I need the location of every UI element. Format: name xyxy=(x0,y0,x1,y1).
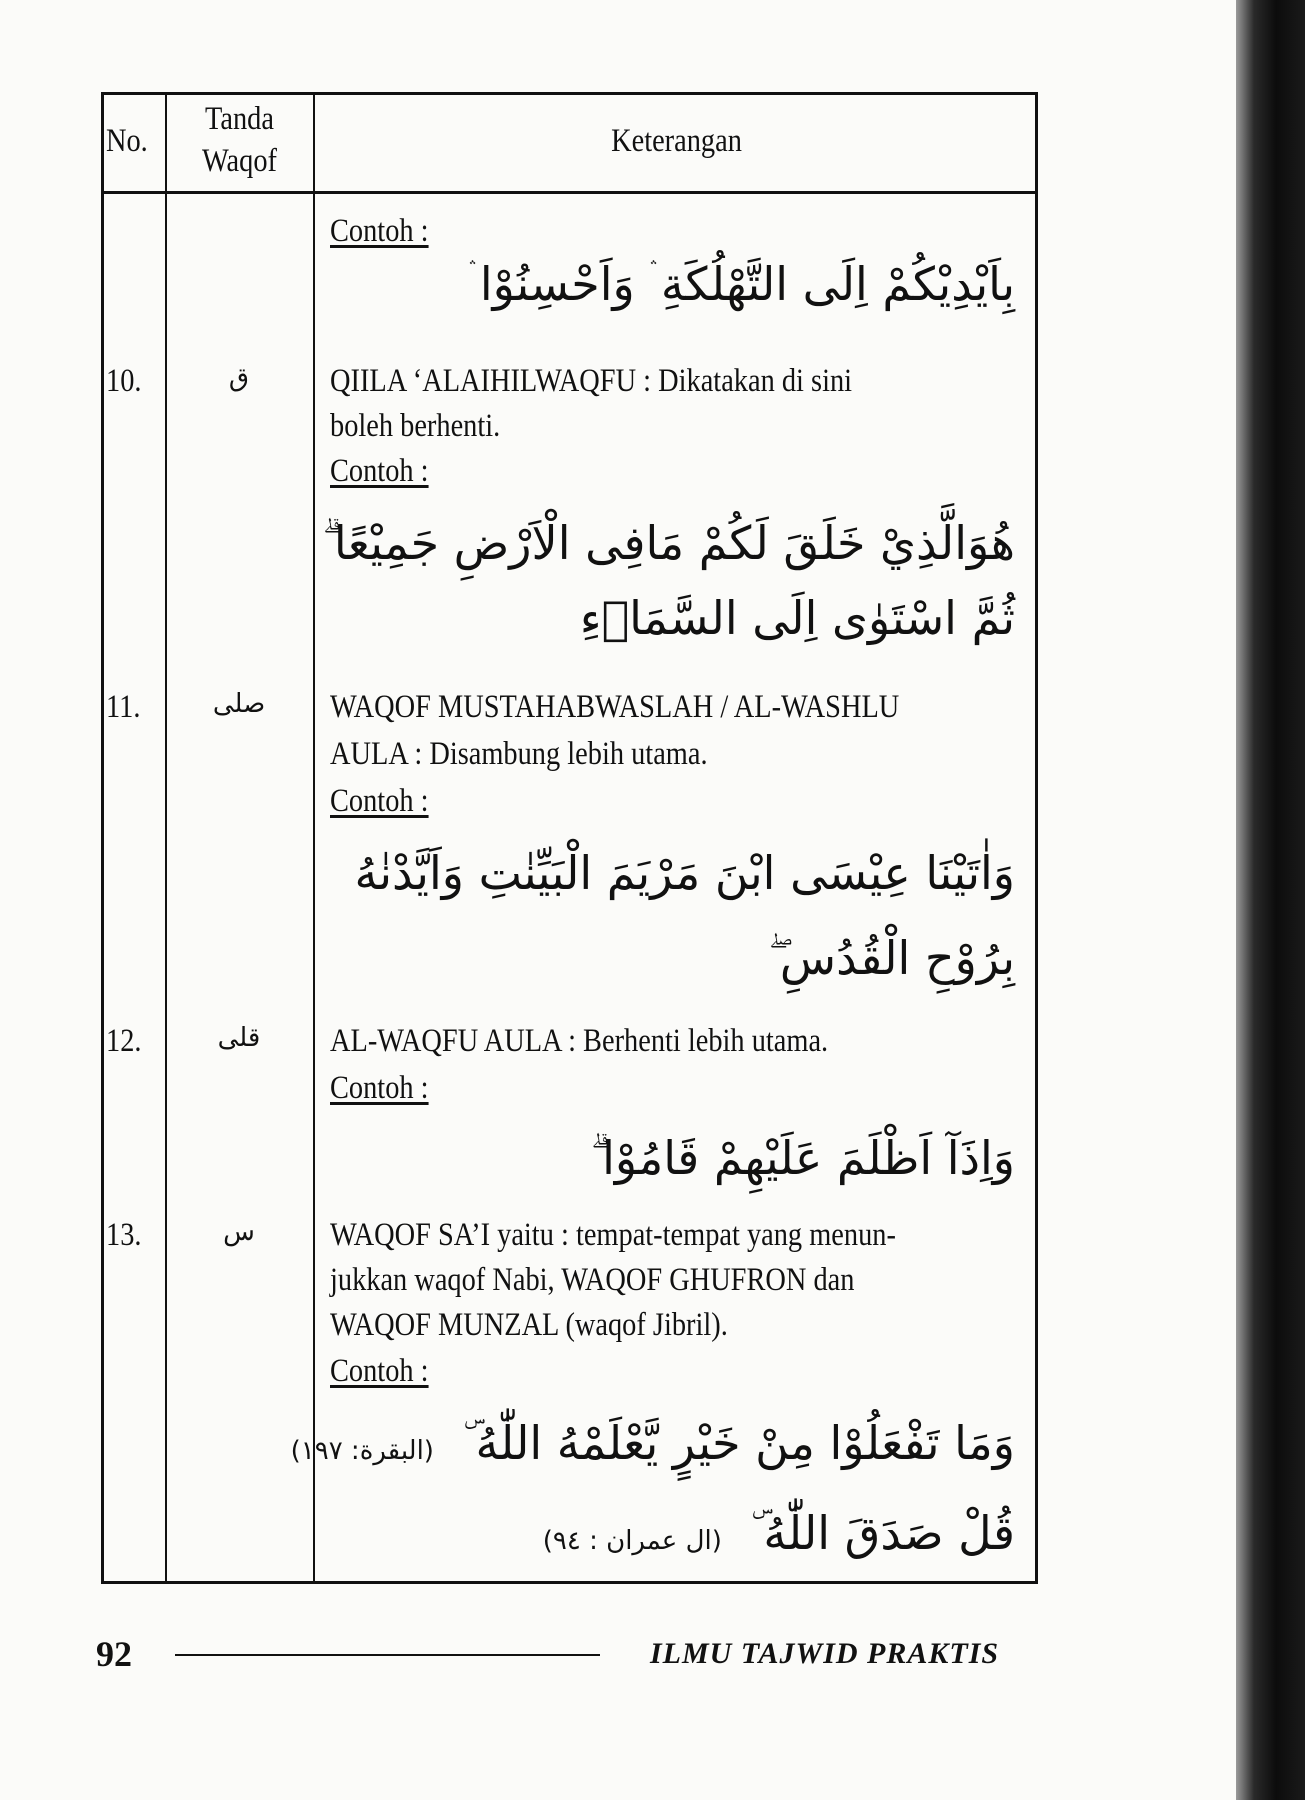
row-description: WAQOF MUNZAL (waqof Jibril). xyxy=(330,1307,728,1343)
contoh-label: Contoh : xyxy=(330,1070,429,1106)
arabic-example: بِرُوْحِ الْقُدُسِ ۖ xyxy=(768,931,1015,985)
row-description: WAQOF SA’I yaitu : tempat-tempat yang menun- xyxy=(330,1217,896,1253)
row-number: 12. xyxy=(106,1023,142,1059)
arabic-verse: قُلْ صَدَقَ اللّٰهُ ۜ xyxy=(751,1506,1015,1560)
row-number: 11. xyxy=(106,689,141,725)
page-number: 92 xyxy=(96,1634,132,1674)
contoh-label: Contoh : xyxy=(330,1353,429,1389)
waqof-sign: صلى xyxy=(212,689,266,719)
row-description: QIILA ‘ALAIHILWAQFU : Dikatakan di sini xyxy=(330,363,853,399)
arabic-verse: وَمَا تَفْعَلُوْا مِنْ خَيْرٍ يَّعْلَمْهُ اللّٰهُ ۜ xyxy=(463,1416,1015,1470)
contoh-label: Contoh : xyxy=(330,453,429,489)
footer-rule xyxy=(175,1654,600,1656)
row-number: 13. xyxy=(106,1217,142,1253)
contoh-label: Contoh : xyxy=(330,783,429,819)
verse-reference: (ال عمران : ٩٤) xyxy=(542,1526,722,1556)
header-tanda: Tanda xyxy=(205,101,274,137)
arabic-example xyxy=(542,1506,1015,1560)
waqof-sign: س xyxy=(223,1217,255,1247)
header-divider xyxy=(104,191,1035,194)
row-description: AULA : Disambung lebih utama. xyxy=(330,736,708,772)
column-divider xyxy=(313,95,315,1581)
arabic-example: هُوَالَّذِيْ خَلَقَ لَكُمْ مَافِى الْاَرْضِ جَمِيْعًا ۗ xyxy=(322,516,1015,570)
arabic-example: وَاٰتَيْنَا عِيْسَى ابْنَ مَرْيَمَ الْبَيِّنٰتِ وَاَيَّدْنٰهُ xyxy=(354,846,1015,900)
row-description: jukkan waqof Nabi, WAQOF GHUFRON dan xyxy=(330,1262,855,1298)
row-number: 10. xyxy=(106,363,142,399)
arabic-example: ثُمَّ اسْتَوٰى اِلَى السَّمَاۤءِ xyxy=(579,591,1015,645)
verse-reference: (البقرة: ١٩٧) xyxy=(290,1436,434,1466)
header-no: No. xyxy=(106,123,148,159)
header-keterangan: Keterangan xyxy=(611,123,742,159)
contoh-label: Contoh : xyxy=(330,213,429,249)
row-description: boleh berhenti. xyxy=(330,408,501,444)
waqof-sign: قلى xyxy=(217,1023,261,1053)
waqof-table xyxy=(101,92,1038,1584)
book-title: ILMU TAJWID PRAKTIS xyxy=(650,1637,1000,1670)
arabic-example: وَاِذَآ اَظْلَمَ عَلَيْهِمْ قَامُوْا ۗ xyxy=(590,1131,1015,1185)
scan-edge xyxy=(1236,0,1305,1800)
row-description: AL-WAQFU AULA : Berhenti lebih utama. xyxy=(330,1023,829,1059)
arabic-example xyxy=(290,1416,1015,1470)
header-waqof: Waqof xyxy=(202,143,277,179)
column-divider xyxy=(165,95,167,1581)
row-description: WAQOF MUSTAHABWASLAH / AL-WASHLU xyxy=(330,689,900,725)
waqof-sign: ق xyxy=(228,363,250,393)
arabic-example: بِاَيْدِيْكُمْ اِلَى التَّهْلُكَةِ ۛ وَاَحْسِنُوْا ۛ xyxy=(468,257,1015,311)
